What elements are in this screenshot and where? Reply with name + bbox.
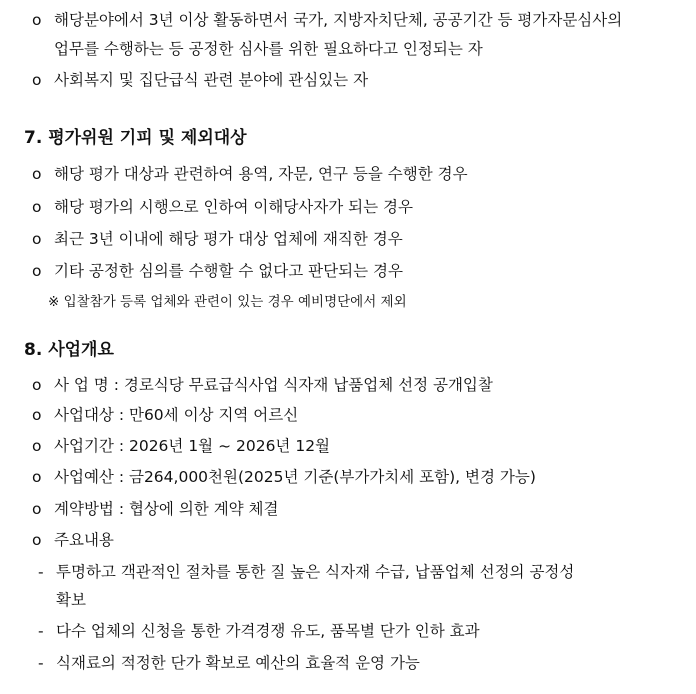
bullet: o [32,198,42,216]
list-item [32,261,403,281]
list-item-text: 사회복지 및 집단급식 관련 분야에 관심있는 자 [54,71,369,89]
list-item [32,70,368,90]
list-item [32,405,298,425]
detail-item-text: 확보 [56,591,86,609]
list-item [32,499,279,519]
detail-item [38,590,86,610]
section-heading-7: 7. 평가위원 기피 및 제외대상 [24,128,247,148]
list-item-text: 사업예산 : 금264,000천원(2025년 기준(부가가치세 포함), 변경 가능) [54,468,536,486]
list-item-text: 기타 공정한 심의를 수행할 수 없다고 판단되는 경우 [54,262,403,280]
list-item-text: 최근 3년 이내에 해당 평가 대상 업체에 재직한 경우 [54,230,403,248]
list-item-text: 주요내용 [54,531,114,549]
bullet: o [32,230,42,248]
list-item-text: 업무를 수행하는 등 공정한 심사를 위한 필요하다고 인정되는 자 [54,40,483,58]
detail-item-text: 투명하고 객관적인 절차를 통한 질 높은 식자재 수급, 납품업체 선정의 공정성 [56,563,575,581]
list-item-text: 사업기간 : 2026년 1월 ~ 2026년 12월 [54,437,331,455]
detail-item [38,653,420,673]
list-item [32,375,493,395]
list-item [32,436,330,456]
bullet: o [32,11,42,29]
bullet: o [32,165,42,183]
detail-item [38,562,574,582]
detail-item [38,621,480,641]
list-item-text: 사 업 명 : 경로식당 무료급식사업 식자재 납품업체 선정 공개입찰 [54,376,493,394]
bullet: o [32,468,42,486]
bullet: o [32,262,42,280]
list-item-text: 해당분야에서 3년 이상 활동하면서 국가, 지방자치단체, 공공기간 등 평가자문심사의 [54,11,623,29]
dash-bullet: - [38,622,44,640]
list-item-text: 해당 평가의 시행으로 인하여 이해당사자가 되는 경우 [54,198,413,216]
list-item [32,229,403,249]
list-item-text: 해당 평가 대상과 관련하여 용역, 자문, 연구 등을 수행한 경우 [54,165,468,183]
list-item [32,530,114,550]
list-item [32,467,536,487]
bullet: o [32,531,42,549]
list-item-text: 사업대상 : 만60세 이상 지역 어르신 [54,406,299,424]
list-item [32,164,468,184]
section-heading-8: 8. 사업개요 [24,340,114,360]
list-item [32,39,483,59]
detail-item-text: 다수 업체의 신청을 통한 가격경쟁 유도, 품목별 단가 인하 효과 [56,622,480,640]
dash-bullet: - [38,654,44,672]
list-item [32,10,622,30]
bullet: o [32,437,42,455]
dash-bullet: - [38,563,44,581]
bullet: o [32,406,42,424]
bullet: o [32,71,42,89]
bullet: o [32,376,42,394]
bullet: o [32,500,42,518]
detail-item-text: 식재료의 적정한 단가 확보로 예산의 효율적 운영 가능 [56,654,420,672]
list-item [32,197,413,217]
list-item-text: 계약방법 : 협상에 의한 계약 체결 [54,500,279,518]
note: ※ 입찰참가 등록 업체와 관련이 있는 경우 예비명단에서 제외 [48,294,407,310]
